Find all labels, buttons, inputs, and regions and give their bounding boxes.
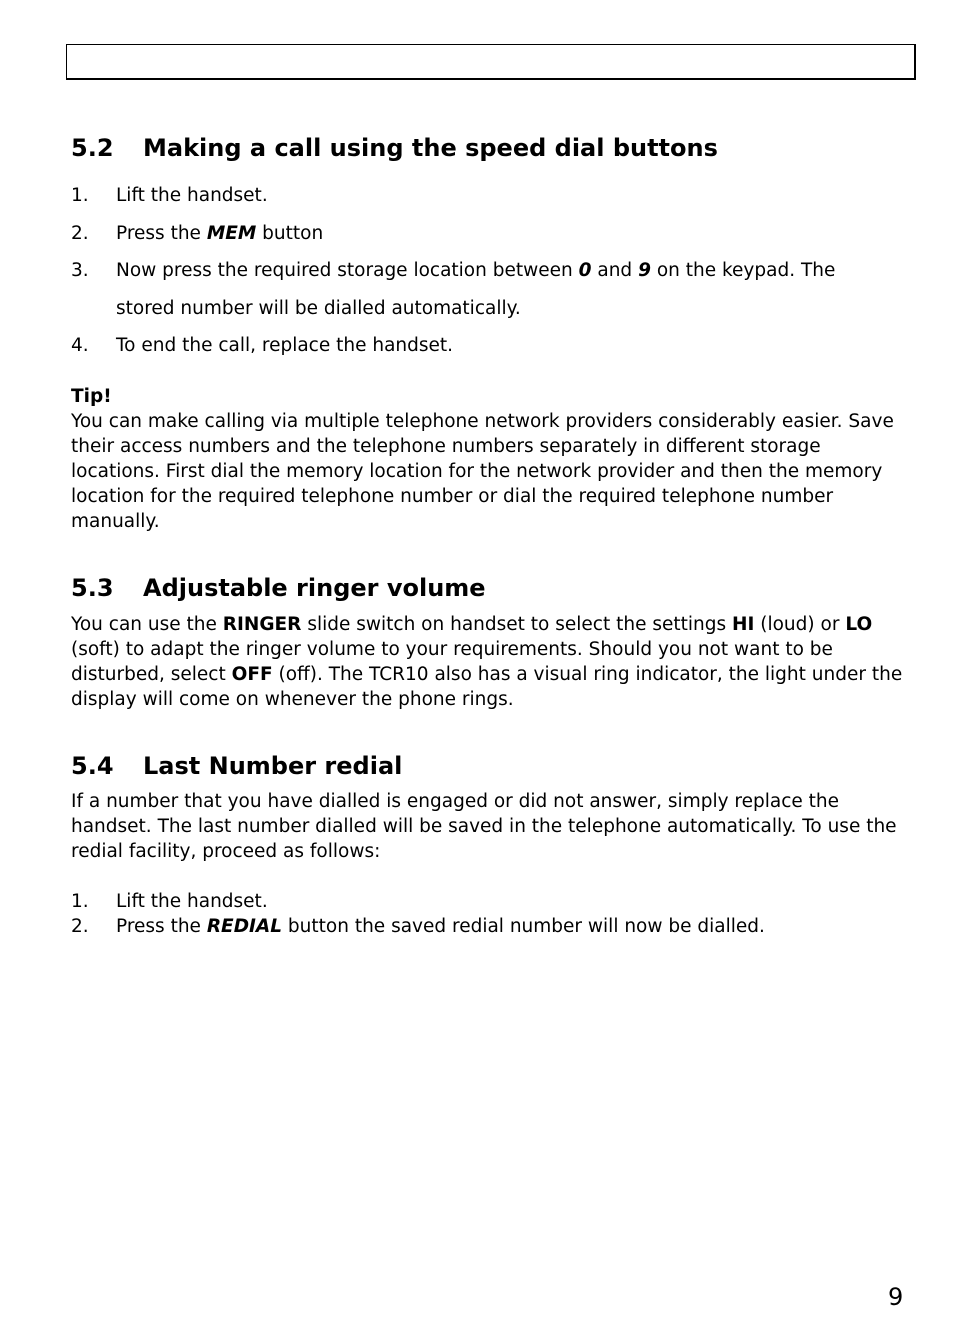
text-run: button — [256, 223, 324, 244]
header-box — [66, 44, 916, 80]
list-text: Lift the handset. — [116, 185, 268, 206]
text-run: (loud) or — [754, 614, 846, 635]
text-run: (off). The TCR10 also has a visual ring indicator, the light under the display will come on whenever the phone rings. — [71, 664, 903, 710]
list-text: stored number will be dialled automatically. — [116, 298, 521, 319]
section-5-4-heading — [71, 754, 402, 778]
list-number: 3. — [71, 260, 89, 281]
list-text — [116, 223, 911, 244]
list-text: Lift the handset. — [116, 891, 268, 912]
redial-button-label: REDIAL — [206, 916, 283, 937]
off-label: OFF — [231, 664, 273, 685]
list-text: To end the call, replace the handset. — [116, 335, 454, 356]
tip-label: Tip! — [71, 386, 112, 407]
lo-label: LO — [845, 614, 873, 635]
text-run: and — [591, 260, 639, 281]
section-number: 5.2 — [71, 134, 114, 162]
list-number: 1. — [71, 891, 89, 912]
key-zero: 0 — [578, 260, 592, 281]
section-title: Adjustable ringer volume — [143, 574, 486, 602]
page-number: 9 — [888, 1283, 904, 1311]
hi-label: HI — [732, 614, 755, 635]
section-number: 5.4 — [71, 752, 114, 780]
key-nine: 9 — [638, 260, 651, 281]
ringer-paragraph — [71, 612, 911, 712]
text-run: button the saved redial number will now be dialled. — [282, 916, 765, 937]
list-number: 2. — [71, 916, 89, 937]
section-title: Making a call using the speed dial buttons — [143, 134, 718, 162]
text-run: Press the — [116, 916, 207, 937]
text-run: on the keypad. The — [650, 260, 836, 281]
text-run: You can use the — [71, 614, 223, 635]
text-run: Now press the required storage location between — [116, 260, 579, 281]
text-run: slide switch on handset to select the settings — [301, 614, 732, 635]
redial-intro: If a number that you have dialled is engaged or did not answer, simply replace the handset. The last number dialled will be saved in the telephone automatically. To use the redial facility, proceed as follows: — [71, 791, 897, 862]
tip-paragraph: You can make calling via multiple telephone network providers considerably easier. Save their access numbers and the telephone numbers separately in different storage locations. First dial the memory location for the network provider and then the memory location for the required telephone number or dial the required telephone number manually. — [71, 411, 894, 532]
list-number: 2. — [71, 223, 89, 244]
section-5-2-heading — [71, 136, 718, 160]
section-title: Last Number redial — [143, 752, 403, 780]
list-text — [116, 260, 911, 281]
section-5-3-heading — [71, 576, 486, 600]
list-number: 1. — [71, 185, 89, 206]
list-text — [116, 914, 911, 939]
text-run: Press the — [116, 223, 207, 244]
ringer-label: RINGER — [222, 614, 302, 635]
section-number: 5.3 — [71, 574, 114, 602]
text-run: (soft) to adapt the ringer volume to your requirements. Should you not want to be disturbed, select — [71, 639, 833, 685]
mem-button-label: MEM — [206, 223, 257, 244]
list-number: 4. — [71, 335, 89, 356]
